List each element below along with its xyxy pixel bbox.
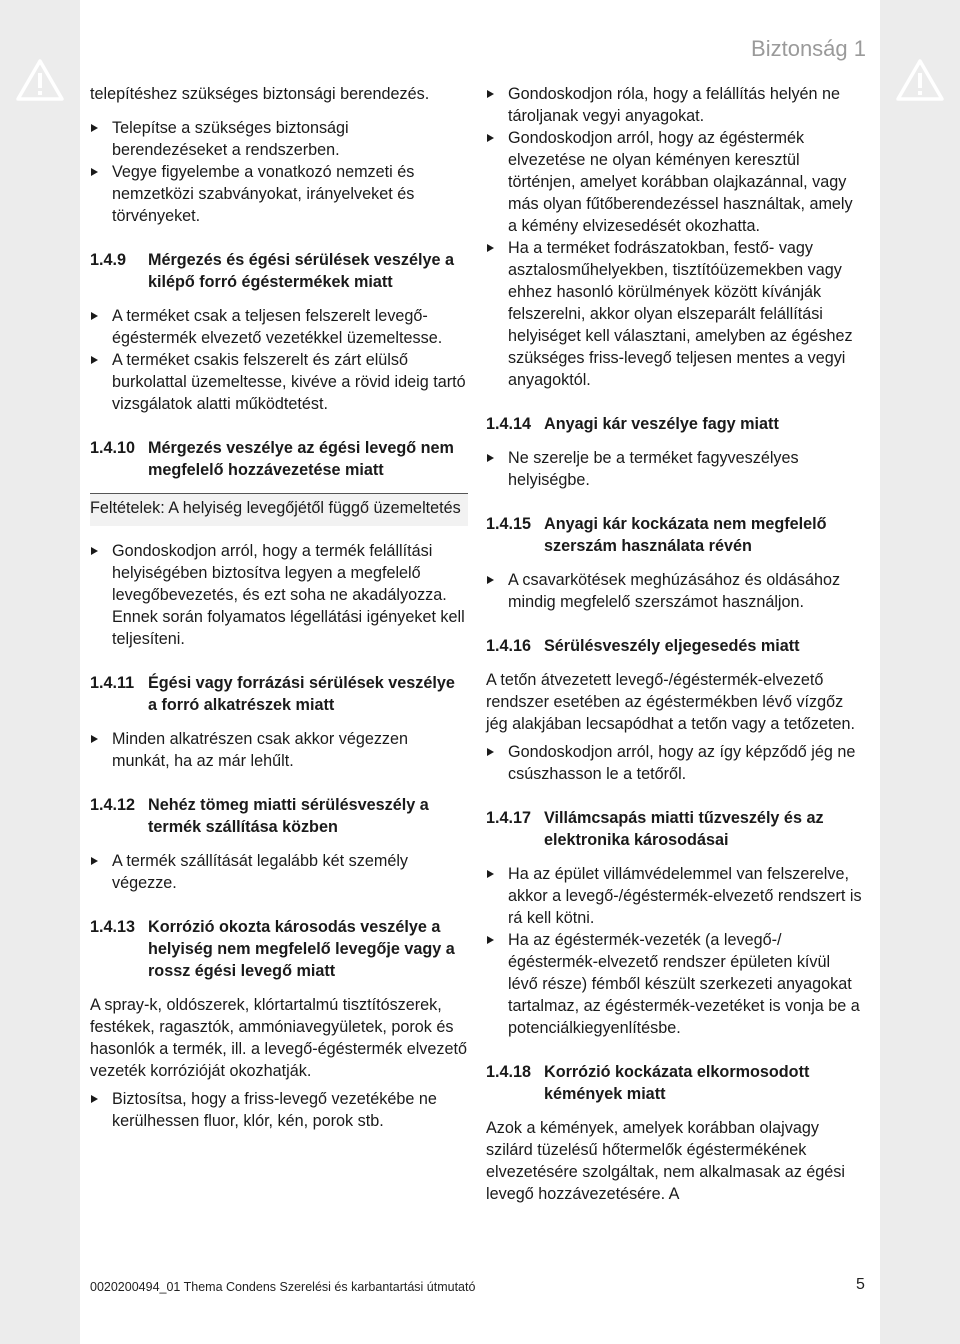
- section-heading: [486, 513, 864, 557]
- section-number: 1.4.18: [486, 1063, 532, 1081]
- warning-triangle-icon: [896, 58, 944, 102]
- section-heading: [90, 794, 468, 838]
- list-item: A terméket csak a teljesen felszerelt levegő-égéstermék elvezető vezetékkel üzemeltesse.: [90, 305, 468, 349]
- section-title: Korrózió okozta károsodás veszélye a helyiség nem megfelelő levegője vagy a rossz égési levegő miatt: [148, 918, 455, 980]
- section-heading: [486, 635, 864, 657]
- section-heading: [90, 249, 468, 293]
- list-item: Gondoskodjon arról, hogy a termék felállítási helyiségében biztosítva legyen a megfelelő levegőbevezetés, és ezt soha ne akadályozza. Ennek során folyamatos légellátási igényeket kell teljesíteni.: [90, 540, 468, 650]
- list-item: Vegye figyelembe a vonatkozó nemzeti és nemzetközi szabványokat, irányelveket és törvényeket.: [90, 161, 468, 227]
- paragraph: A tetőn átvezetett levegő-/égéstermék-elvezető rendszer esetében az égéstermékben lévő vízgőz jég alakjában lecsapódhat a tetőn vagy a tetőzeten.: [486, 671, 855, 733]
- section-number: 1.4.12: [90, 796, 136, 814]
- section-number: 1.4.15: [486, 515, 532, 533]
- list-item: Biztosítsa, hogy a friss-levegő vezetékébe ne kerülhessen fluor, klór, kén, porok stb.: [90, 1088, 468, 1132]
- page-number: 5: [856, 1276, 865, 1293]
- list-item: Ha a terméket fodrászatokban, festő- vagy asztalosműhelyekben, tisztítóüzemekben vagy ehhez hasonló körülmények között kívánják felszerelni, akkor olyan elszeparált felállítási helyiséget kell választani, amelyben az égéshez szükséges friss-levegő teljesen mentes a vegyi anyagoktól.: [486, 237, 864, 391]
- section-number: 1.4.9: [90, 251, 127, 269]
- list-item: Ne szerelje be a terméket fagyveszélyes helyiségbe.: [486, 447, 864, 491]
- section-title: Korrózió kockázata elkormosodott kémények miatt: [544, 1063, 810, 1103]
- section-title: Mérgezés veszélye az égési levegő nem megfelelő hozzávezetése miatt: [148, 439, 454, 479]
- section-title: Sérülésveszély eljegesedés miatt: [544, 637, 800, 655]
- list-item: Ha az égéstermék-vezeték (a levegő-/égéstermék-elvezető rendszer épületen kívül lévő része) fémből készült szerkezeti anyagokat tartalmaz, az égéstermék-vezetéket is vonja be a potenciálkiegyenlítésbe.: [486, 929, 864, 1039]
- section-number: 1.4.11: [90, 674, 135, 692]
- list-item: A terméket csakis felszerelt és zárt elülső burkolattal üzemeltesse, kivéve a rövid ideig tartó vizsgálatok alatti működtetést.: [90, 349, 468, 415]
- section-heading: [90, 437, 468, 481]
- section-heading: [486, 807, 864, 851]
- section-number: 1.4.13: [90, 918, 136, 936]
- section-header: Biztonság 1: [751, 36, 866, 61]
- list-item: Gondoskodjon arról, hogy az így képződő jég ne csúszhasson le a tetőről.: [486, 741, 864, 785]
- left-margin-strip: [0, 0, 80, 1344]
- list-item: Gondoskodjon róla, hogy a felállítás helyén ne tároljanak vegyi anyagokat.: [486, 83, 864, 127]
- section-title: Égési vagy forrázási sérülések veszélye a forró alkatrészek miatt: [148, 674, 455, 714]
- section-heading: [486, 1061, 864, 1105]
- list-item: Telepítse a szükséges biztonsági berendezéseket a rendszerben.: [90, 117, 468, 161]
- section-heading: [486, 413, 864, 435]
- section-title: Anyagi kár kockázata nem megfelelő szerszám használata révén: [544, 515, 827, 555]
- condition-label: Feltételek: [90, 499, 161, 517]
- section-title: Mérgezés és égési sérülések veszélye a kilépő forró égéstermékek miatt: [148, 251, 454, 291]
- section-title: Villámcsapás miatti tűzveszély és az elektronika károsodásai: [544, 809, 824, 849]
- list-item: Minden alkatrészen csak akkor végezzen munkát, ha az már lehűlt.: [90, 728, 468, 772]
- paragraph: A spray-k, oldószerek, klórtartalmú tisztítószerek, festékek, ragasztók, ammóniavegyületek, porok és hasonlók a termék, ill. a levegő-égéstermék elvezető vezeték korrózióját okozhatják.: [90, 996, 467, 1080]
- list-item: Gondoskodjon arról, hogy az égéstermék elvezetése ne olyan kéményen keresztül történjen, amelyet korábban olajkazánnal, vagy más olyan fűtőberendezéssel használtak, amely a kémény elvizesedését okozhatta.: [486, 127, 864, 237]
- list-item: A csavarkötések meghúzásához és oldásához mindig megfelelő szerszámot használjon.: [486, 569, 864, 613]
- section-number: 1.4.14: [486, 415, 532, 433]
- section-number: 1.4.17: [486, 809, 532, 827]
- paragraph: Azok a kémények, amelyek korábban olajvagy szilárd tüzelésű hőtermelők égéstermékének elvezetésére szolgáltak, nem alkalmasak az égési levegő hozzávezetésére. A: [486, 1119, 846, 1203]
- right-margin-strip: [880, 0, 960, 1344]
- list-item: Ha az épület villámvédelemmel van felszerelve, akkor a levegő-/égéstermék-elvezető rendszert is rá kell kötni.: [486, 863, 864, 929]
- condition-box: [90, 493, 468, 526]
- section-number: 1.4.10: [90, 439, 136, 457]
- footer-doc-reference: 0020200494_01 Thema Condens Szerelési és karbantartási útmutató: [90, 1280, 476, 1294]
- paragraph: telepítéshez szükséges biztonsági berendezés.: [90, 85, 430, 103]
- right-column: [486, 83, 864, 1205]
- section-title: Nehéz tömeg miatti sérülésveszély a termék szállítása közben: [148, 796, 429, 836]
- section-title: Anyagi kár veszélye fagy miatt: [544, 415, 779, 433]
- section-number: 1.4.16: [486, 637, 532, 655]
- section-heading: [90, 672, 468, 716]
- list-item: A termék szállítását legalább két személy végezze.: [90, 850, 468, 894]
- left-column: [90, 83, 468, 1132]
- section-heading: [90, 916, 468, 982]
- condition-text: : A helyiség levegőjétől függő üzemeltetés: [160, 499, 461, 517]
- warning-triangle-icon: [16, 58, 64, 102]
